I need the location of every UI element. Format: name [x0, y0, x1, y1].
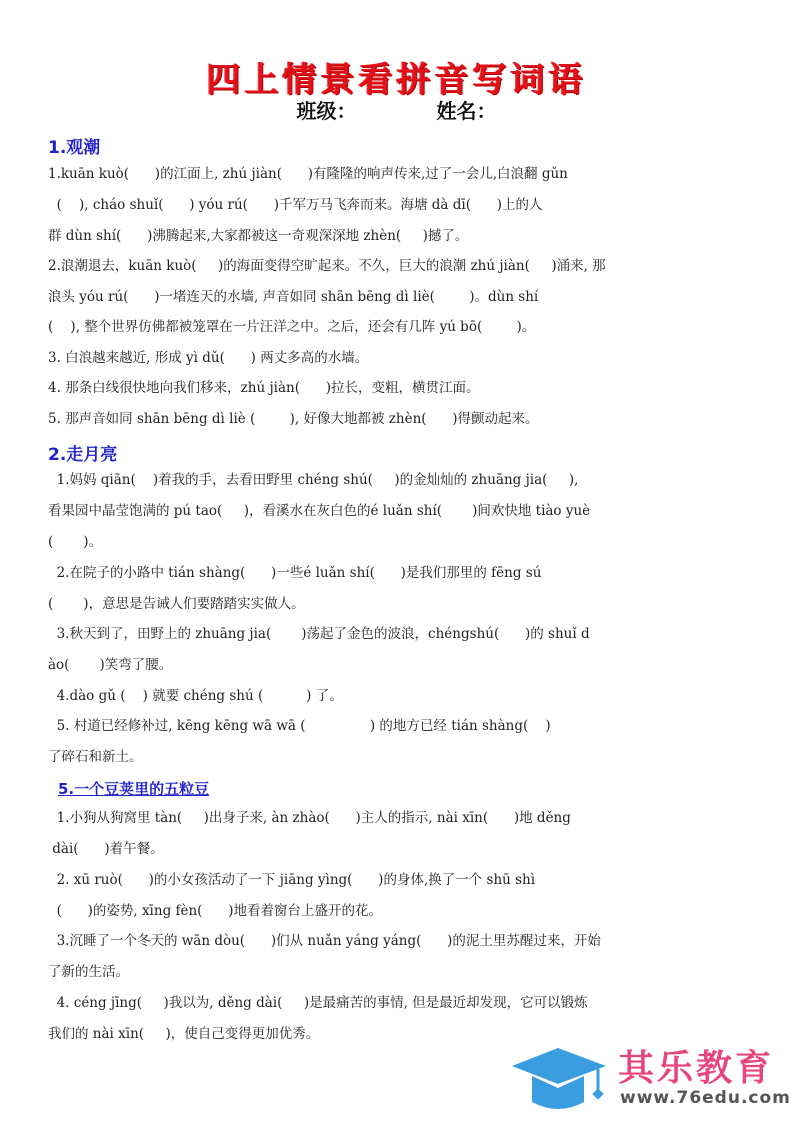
page-title: 四上情景看拼音写词语 [206, 60, 587, 100]
student-info [0, 95, 793, 124]
exercise-line: 2.浪潮退去，kuān kuò( )的海面变得空旷起来。不久，巨大的浪潮 zhú jiàn( )涌来, 那 [48, 258, 606, 274]
exercise-line: 4.dào gǔ ( ) 就要 chéng shú ( ) 了。 [48, 688, 343, 704]
exercise-line: 看果园中晶莹饱满的 pú tao( )，看溪水在灰白色的é luǎn shí( )间欢快地 tiào yuè [48, 503, 591, 519]
exercise-line: 了新的生活。 [48, 964, 129, 980]
exercise-line: 4. 那条白线很快地向我们移来，zhú jiàn( )拉长，变粗，横贯江面。 [48, 380, 480, 396]
exercise-line: ào( )笑弯了腰。 [48, 657, 173, 673]
exercise-line: 群 dùn shí( )沸腾起来,大家都被这一奇观深深地 zhèn( )撼了。 [48, 228, 469, 244]
brand-url: www.76edu.com [620, 1088, 791, 1108]
exercise-line: 2.在院子的小路中 tián shàng( )一些é luǎn shí( )是我们那里的 fēng sú [48, 565, 542, 581]
name-label: 姓名： [436, 99, 497, 123]
exercise-line: ( )。 [48, 534, 103, 550]
exercise-line: 1.小狗从狗窝里 tàn( )出身子来, àn zhào( )主人的指示, nài xīn( )地 děng [48, 810, 571, 826]
exercise-line: ( )的姿势, xīng fèn( )地看着窗台上盛开的花。 [48, 903, 382, 919]
exercise-line: 5. 那声音如同 shān bēng dì liè ( ), 好像大地都被 zhèn( )得颤动起来。 [48, 411, 539, 427]
exercise-line: ( )，意思是告诫人们要踏踏实实做人。 [48, 596, 305, 612]
exercise-line: dài( )着午餐。 [48, 841, 164, 857]
graduation-cap-icon [510, 1044, 610, 1123]
exercise-line: 4. céng jīng( )我以为, děng dài( )是最痛苦的事情, 但是最近却发现，它可以锻炼 [48, 995, 588, 1011]
exercise-line: 2. xū ruò( )的小女孩活动了一下 jiāng yìng( )的身体,换了一个 shū shì [48, 872, 536, 888]
exercise-line: 5. 村道已经修补过, kēng kēng wā wā ( ) 的地方已经 tián shàng( ) [48, 718, 551, 734]
section-title-doujia: 5.一个豆荚里的五粒豆 [58, 780, 210, 798]
exercise-line: 3. 白浪越来越近, 形成 yì dǔ( ) 两丈多高的水墙。 [48, 350, 369, 366]
exercise-line: 3.秋天到了，田野上的 zhuāng jia( )荡起了金色的波浪，chéngshú( )的 shuǐ d [48, 626, 590, 642]
exercise-line: ( ), cháo shuǐ( ) yóu rú( )千军万马飞奔而来。海塘 dà dī( )上的人 [48, 197, 543, 213]
section-title-zouyueliang: 2.走月亮 [48, 445, 118, 465]
class-label: 班级： [296, 99, 357, 123]
exercise-line: 3.沉睡了一个冬天的 wān dòu( )们从 nuǎn yáng yáng( )的泥土里苏醒过来，开始 [48, 933, 601, 949]
exercise-line: 1.妈妈 qiān( )着我的手，去看田野里 chéng shú( )的金灿灿的 zhuāng jia( ), [48, 472, 579, 488]
exercise-line: ( ), 整个世界仿佛都被笼罩在一片汪洋之中。之后，还会有几阵 yú bō( )。 [48, 319, 536, 335]
exercise-line: 1.kuān kuò( )的江面上, zhú jiàn( )有隆隆的响声传来,过了一会儿,白浪翻 gǔn [48, 166, 568, 182]
brand-name: 其乐教育 [618, 1048, 775, 1089]
brand-logo [510, 1040, 790, 1120]
section-title-guanchao: 1.观潮 [48, 138, 101, 158]
exercise-line: 浪头 yóu rú( )一堵连天的水墙, 声音如同 shān bēng dì liè( )。dùn shí [48, 289, 539, 305]
exercise-line: 我们的 nài xīn( )，使自己变得更加优秀。 [48, 1026, 320, 1042]
exercise-line: 了碎石和新土。 [48, 749, 143, 765]
